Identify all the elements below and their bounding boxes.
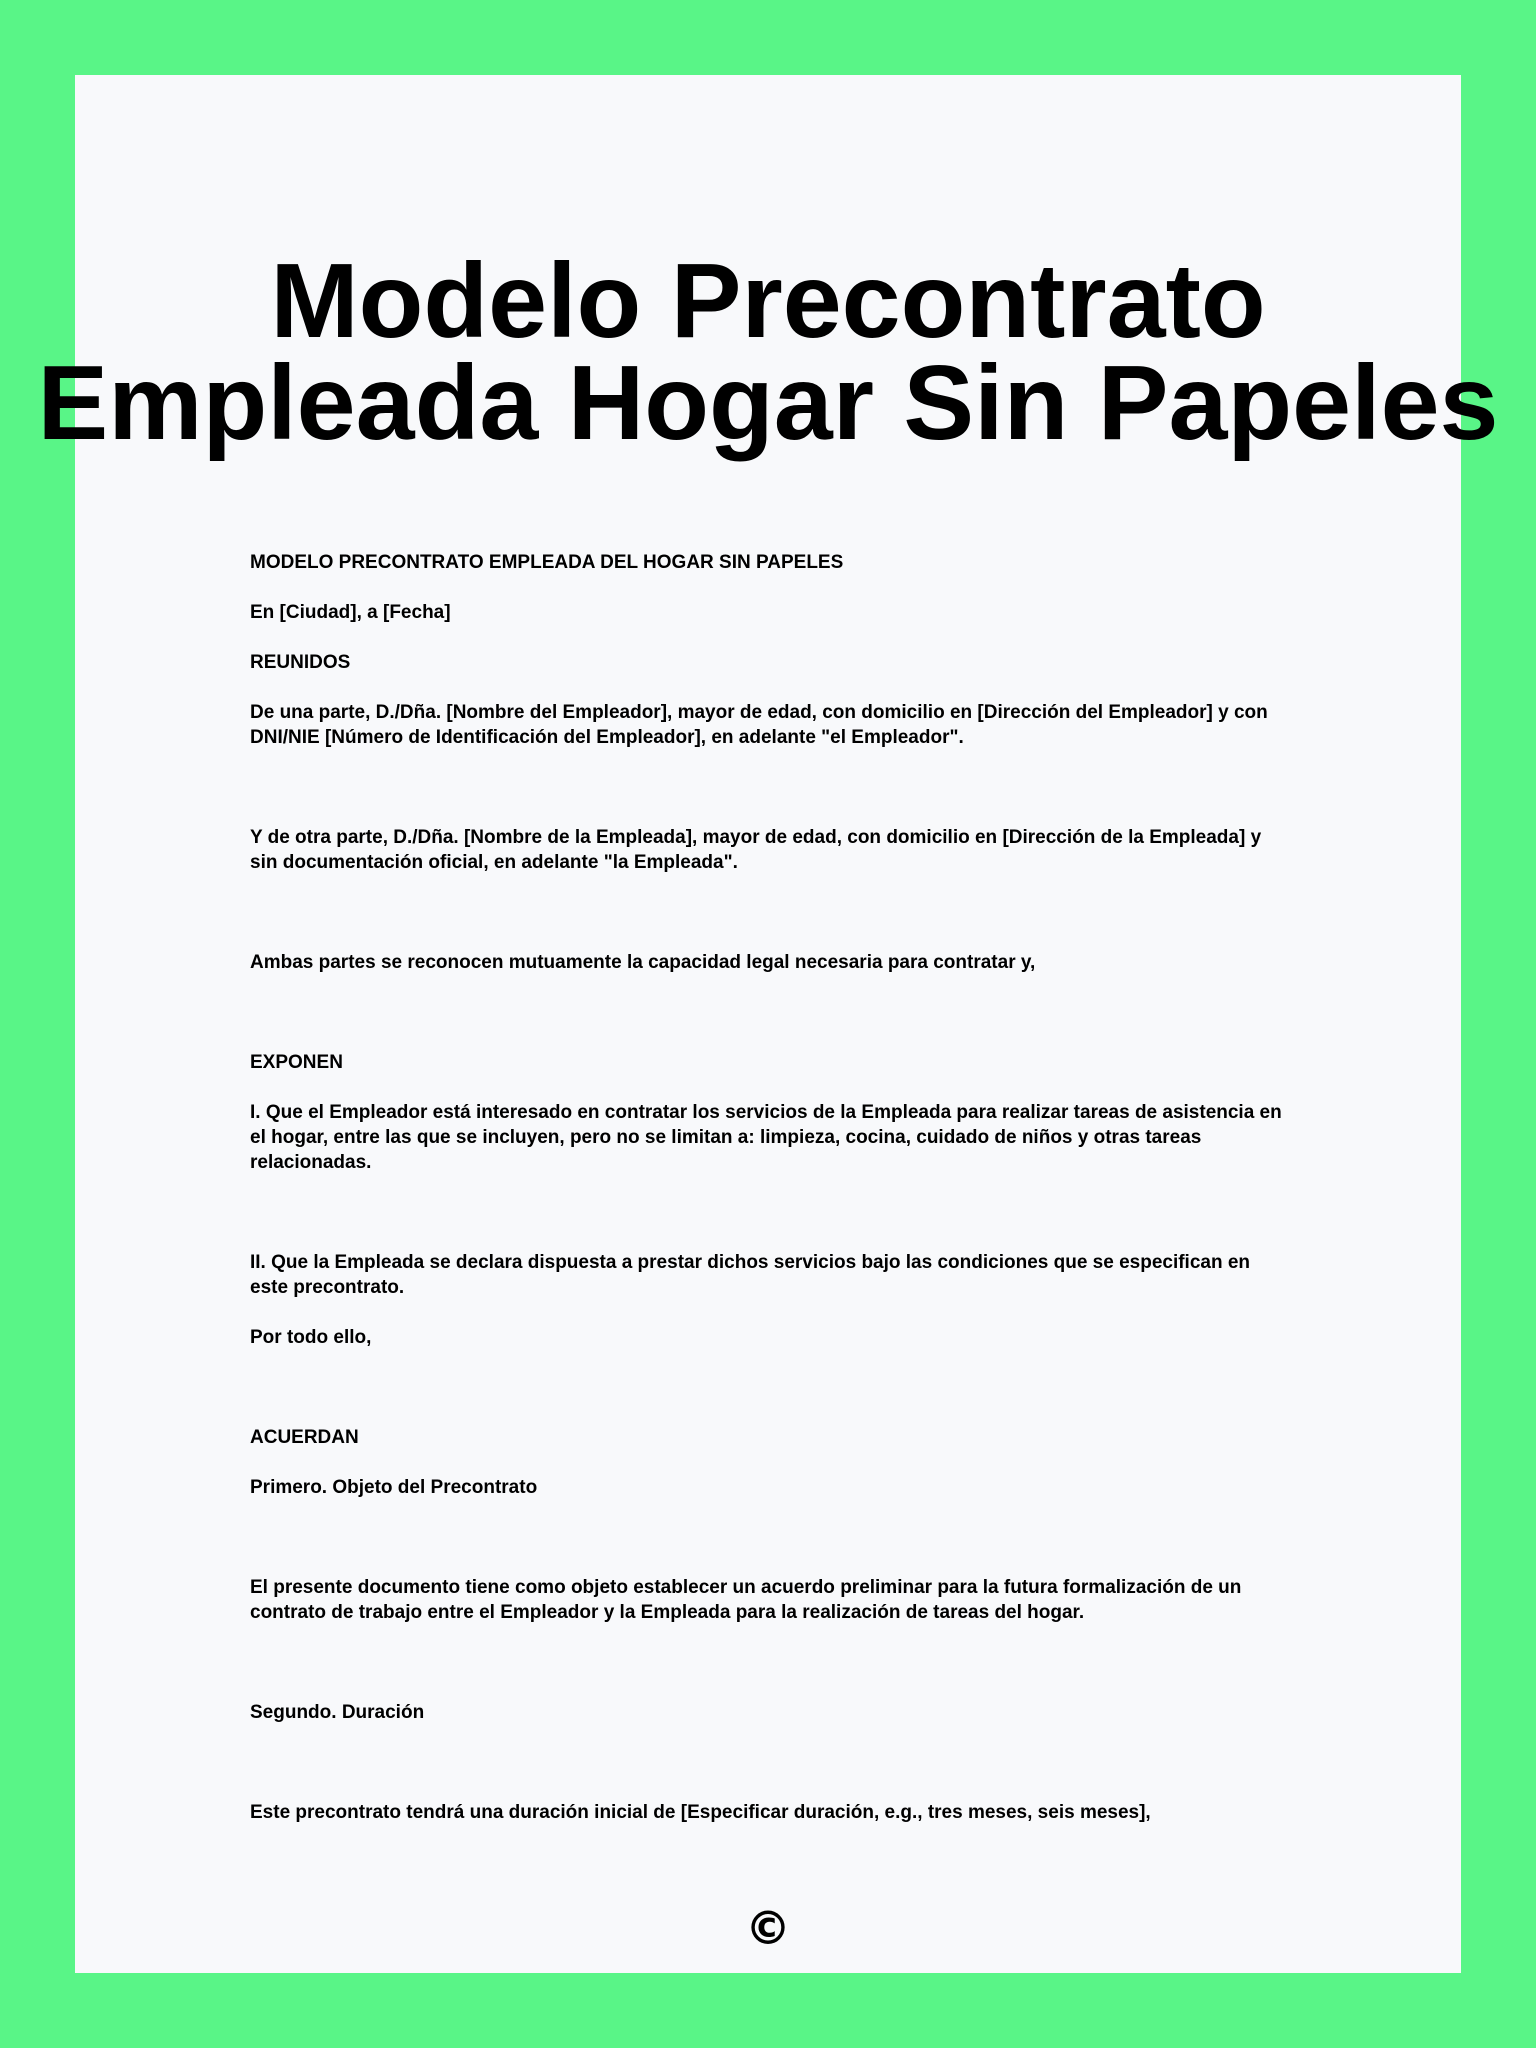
page-title [0, 242, 1536, 462]
place-date: En [Ciudad], a [Fecha] [250, 602, 451, 623]
document-heading: MODELO PRECONTRATO EMPLEADA DEL HOGAR SIN PAPELES [250, 552, 844, 573]
clause-heading-1: Primero. Objeto del Precontrato [250, 1477, 538, 1498]
paragraph-expose-1: I. Que el Empleador está interesado en contratar los servicios de la Empleada para realizar tareas de asistencia en el hogar, entre las que se incluyen, pero no se limitan a: limpieza, cocina, cuidado de niños y otras tareas relacionadas. [250, 1102, 1282, 1173]
paragraph-capacity: Ambas partes se reconocen mutuamente la capacidad legal necesaria para contratar y, [250, 952, 1036, 973]
document-body [250, 550, 1290, 1825]
clause-heading-2: Segundo. Duración [250, 1702, 425, 1723]
title-line-2: Empleada Hogar Sin Papeles [37, 344, 1499, 462]
paragraph-por-todo: Por todo ello, [250, 1327, 372, 1348]
section-exponen: EXPONEN [250, 1052, 343, 1073]
clause-text-2: Este precontrato tendrá una duración inicial de [Especificar duración, e.g., tres meses, seis meses], [250, 1802, 1151, 1823]
paragraph-expose-2: II. Que la Empleada se declara dispuesta a prestar dichos servicios bajo las condiciones que se especifican en este precontrato. [250, 1252, 1251, 1298]
section-reunidos: REUNIDOS [250, 652, 351, 673]
section-acuerdan: ACUERDAN [250, 1427, 359, 1448]
paragraph-employer: De una parte, D./Dña. [Nombre del Empleador], mayor de edad, con domicilio en [Dirección del Empleador] y con DNI/NIE [Número de Identificación del Empleador], en adelante "el Empleador". [250, 702, 1268, 748]
paragraph-employee: Y de otra parte, D./Dña. [Nombre de la Empleada], mayor de edad, con domicilio en [Dirección de la Empleada] y sin documentación oficial, en adelante "la Empleada". [250, 827, 1262, 873]
clause-text-1: El presente documento tiene como objeto establecer un acuerdo preliminar para la futura formalización de un contrato de trabajo entre el Empleador y la Empleada para la realización de tareas del hogar. [250, 1577, 1242, 1623]
copyright-icon: © [745, 1901, 791, 1955]
title-line-1: Modelo Precontrato [270, 242, 1266, 360]
